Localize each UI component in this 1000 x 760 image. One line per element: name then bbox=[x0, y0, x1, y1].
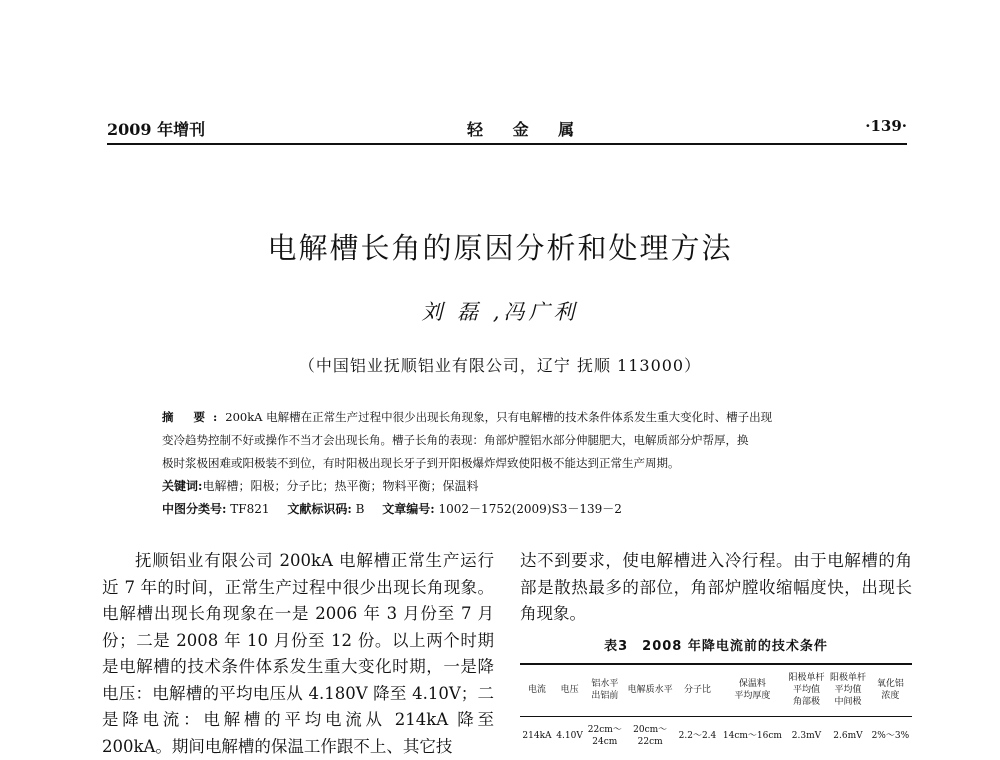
running-header bbox=[107, 117, 907, 143]
table-header-cell: 电压 bbox=[554, 664, 585, 716]
header-rule bbox=[107, 143, 907, 145]
table-cell: 20cm～ 22cm bbox=[624, 716, 675, 756]
abstract-label: 摘 要: bbox=[162, 410, 226, 424]
table-header-cell: 阳极单杆 平均值 中间极 bbox=[827, 664, 869, 716]
keywords-text: 电解槽；阳极；分子比；热平衡；物料平衡；保温料 bbox=[202, 479, 479, 493]
classification-line bbox=[162, 500, 862, 517]
table-cell: 2.6mV bbox=[827, 716, 869, 756]
paper-authors: 刘 磊 ,冯广利 bbox=[421, 300, 579, 324]
page-number: ·139· bbox=[865, 117, 907, 135]
table-cell: 22cm～ 24cm bbox=[585, 716, 624, 756]
table-cell: 2%～3% bbox=[869, 716, 912, 756]
table-cell: 214kA bbox=[520, 716, 554, 756]
paper-title: 电解槽长角的原因分析和处理方法 bbox=[267, 231, 733, 265]
table-cell: 2.3mV bbox=[786, 716, 828, 756]
clc-label: 中图分类号: bbox=[162, 502, 227, 516]
doc-code-label: 文献标识码: bbox=[287, 502, 352, 516]
table-cell: 4.10V bbox=[554, 716, 585, 756]
body-column-right bbox=[520, 548, 912, 628]
article-number-value: 1002－1752(2009)S3－139－2 bbox=[438, 502, 622, 516]
journal-name: 轻 金 属 bbox=[467, 120, 587, 139]
table-header-cell: 铝水平 出铝前 bbox=[585, 664, 624, 716]
table-cell: 2.2～2.4 bbox=[676, 716, 719, 756]
doc-code-value: B bbox=[355, 502, 365, 516]
clc-value: TF821 bbox=[230, 502, 270, 516]
table-caption: 表3 2008 年降电流前的技术条件 bbox=[604, 639, 828, 654]
body-column-left bbox=[102, 548, 494, 760]
abstract bbox=[162, 406, 852, 475]
table-header-row bbox=[520, 664, 912, 716]
table-row bbox=[520, 716, 912, 756]
article-number-label: 文章编号: bbox=[382, 502, 435, 516]
keywords-label: 关键词: bbox=[162, 479, 203, 493]
table-body bbox=[520, 716, 912, 756]
keywords bbox=[162, 477, 862, 494]
body-paragraph-continued: 达不到要求，使电解槽进入冷行程。由于电解槽的角部是散热最多的部位，角部炉膛收缩幅度快，出现长角现象。 bbox=[520, 551, 912, 623]
author-affiliation: （中国铝业抚顺铝业有限公司，辽宁 抚顺 113000） bbox=[298, 356, 702, 375]
table-cell: 14cm～16cm bbox=[719, 716, 786, 756]
abstract-line-2: 变冷趋势控制不好或操作不当才会出现长角。槽子长角的表现：角部炉膛铝水部分伸腿肥大，电解质部分炉帮厚，换 bbox=[162, 433, 749, 447]
abstract-line-1 bbox=[162, 406, 852, 429]
table-header-cell: 保温料 平均厚度 bbox=[719, 664, 786, 716]
journal-issue: 2009 年增刊 bbox=[107, 120, 206, 139]
table-header-cell: 氧化铝 浓度 bbox=[869, 664, 912, 716]
abstract-text: 200kA 电解槽在正常生产过程中很少出现长角现象，只有电解槽的技术条件体系发生重大变化时、槽子出现 bbox=[225, 410, 773, 424]
body-paragraph: 抚顺铝业有限公司 200kA 电解槽正常生产运行近 7 年的时间，正常生产过程中很少出现长角现象。电解槽出现长角现象在一是 2006 年 3 月份至 7 月份；二是 2008 年 10 月份至 12 份。以上两个时期是电解槽的技术条件体系发生重大变化时期，一是降电压：电解槽的平均电压从 4.180V 降至 4.10V；二是降电流：电解槽的平均电流从 214kA 降至 200kA。期间电解槽的保温工作跟不上、其它技 bbox=[102, 551, 494, 756]
table-header-cell: 分子比 bbox=[676, 664, 719, 716]
table-header-cell: 阳极单杆 平均值 角部极 bbox=[786, 664, 828, 716]
tech-conditions-table bbox=[520, 663, 912, 756]
table-header-cell: 电流 bbox=[520, 664, 554, 716]
table-header-cell: 电解质水平 bbox=[624, 664, 675, 716]
abstract-line-3: 极时浆极困难或阳极装不到位，有时阳极出现长牙子到开阳极爆炸焊致使阳极不能达到正常生产周期。 bbox=[162, 456, 680, 470]
